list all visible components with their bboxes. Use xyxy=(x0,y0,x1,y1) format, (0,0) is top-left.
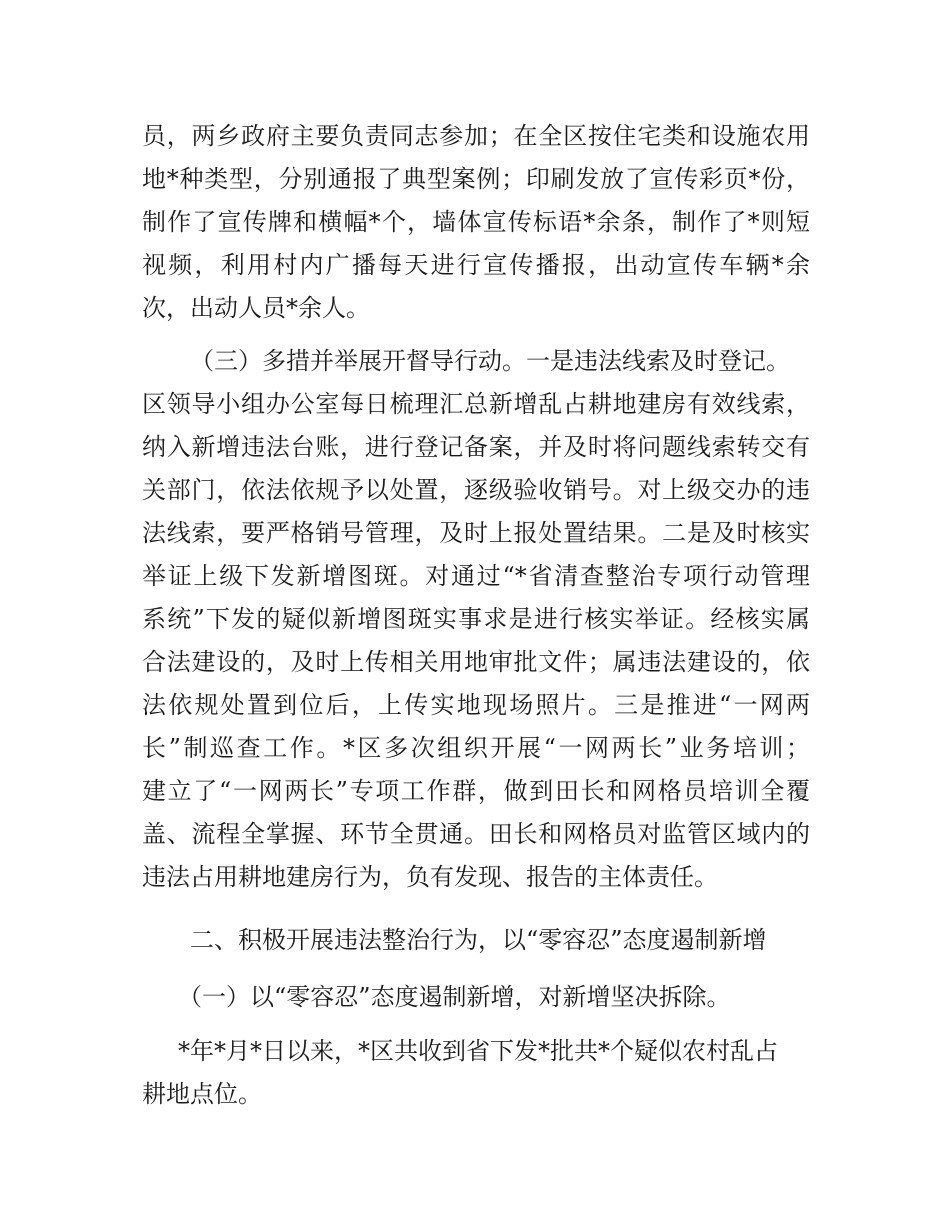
section-heading: 二、积极开展违法整治行为，以“零容忍”态度遏制新增 xyxy=(190,926,767,954)
section-heading-line: （三）多措并举展开督导行动。一是违法线索及时登记。 xyxy=(190,347,790,375)
paragraph-line: 员，两乡政府主要负责同志参加；在全区按住宅类和设施农用 xyxy=(142,122,810,150)
paragraph-line: 次，出动人员*余人。 xyxy=(142,294,370,322)
paragraph-line: 制作了宣传牌和横幅*个，墙体宣传标语*余条，制作了*则短 xyxy=(142,208,810,236)
paragraph-line: 合法建设的，及时上传相关用地审批文件；属违法建设的，依 xyxy=(142,648,810,676)
paragraph-line: 地*种类型，分别通报了典型案例；印刷发放了宣传彩页*份， xyxy=(142,165,810,193)
paragraph-line: 系统”下发的疑似新增图斑实事求是进行核实举证。经核实属 xyxy=(142,605,810,633)
paragraph-line: 法依规处置到位后，上传实地现场照片。三是推进“一网两 xyxy=(142,691,810,719)
paragraph-line: 纳入新增违法台账，进行登记备案，并及时将问题线索转交有 xyxy=(142,433,810,461)
paragraph-line: 区领导小组办公室每日梳理汇总新增乱占耕地建房有效线索， xyxy=(142,390,810,418)
paragraph-line: *年*月*日以来，*区共收到省下发*批共*个疑似农村乱占 xyxy=(178,1037,778,1065)
paragraph-line: 法线索，要严格销号管理，及时上报处置结果。二是及时核实 xyxy=(142,519,810,547)
paragraph-line: 违法占用耕地建房行为，负有发现、报告的主体责任。 xyxy=(142,863,718,891)
subsection-heading: （一）以“零容忍”态度遏制新增，对新增坚决拆除。 xyxy=(178,983,731,1011)
paragraph-line: 视频，利用村内广播每天进行宣传播报，出动宣传车辆*余 xyxy=(142,251,810,279)
paragraph-line: 关部门，依法依规予以处置，逐级验收销号。对上级交办的违 xyxy=(142,476,810,504)
paragraph-line: 建立了“一网两长”专项工作群，做到田长和网格员培训全覆 xyxy=(142,777,810,805)
paragraph-line: 举证上级下发新增图斑。对通过“*省清查整治专项行动管理 xyxy=(142,562,810,590)
paragraph-line: 盖、流程全掌握、环节全贯通。田长和网格员对监管区域内的 xyxy=(142,820,810,848)
paragraph-line: 耕地点位。 xyxy=(142,1080,262,1108)
paragraph-line: 长”制巡查工作。*区多次组织开展“一网两长”业务培训； xyxy=(142,734,810,762)
